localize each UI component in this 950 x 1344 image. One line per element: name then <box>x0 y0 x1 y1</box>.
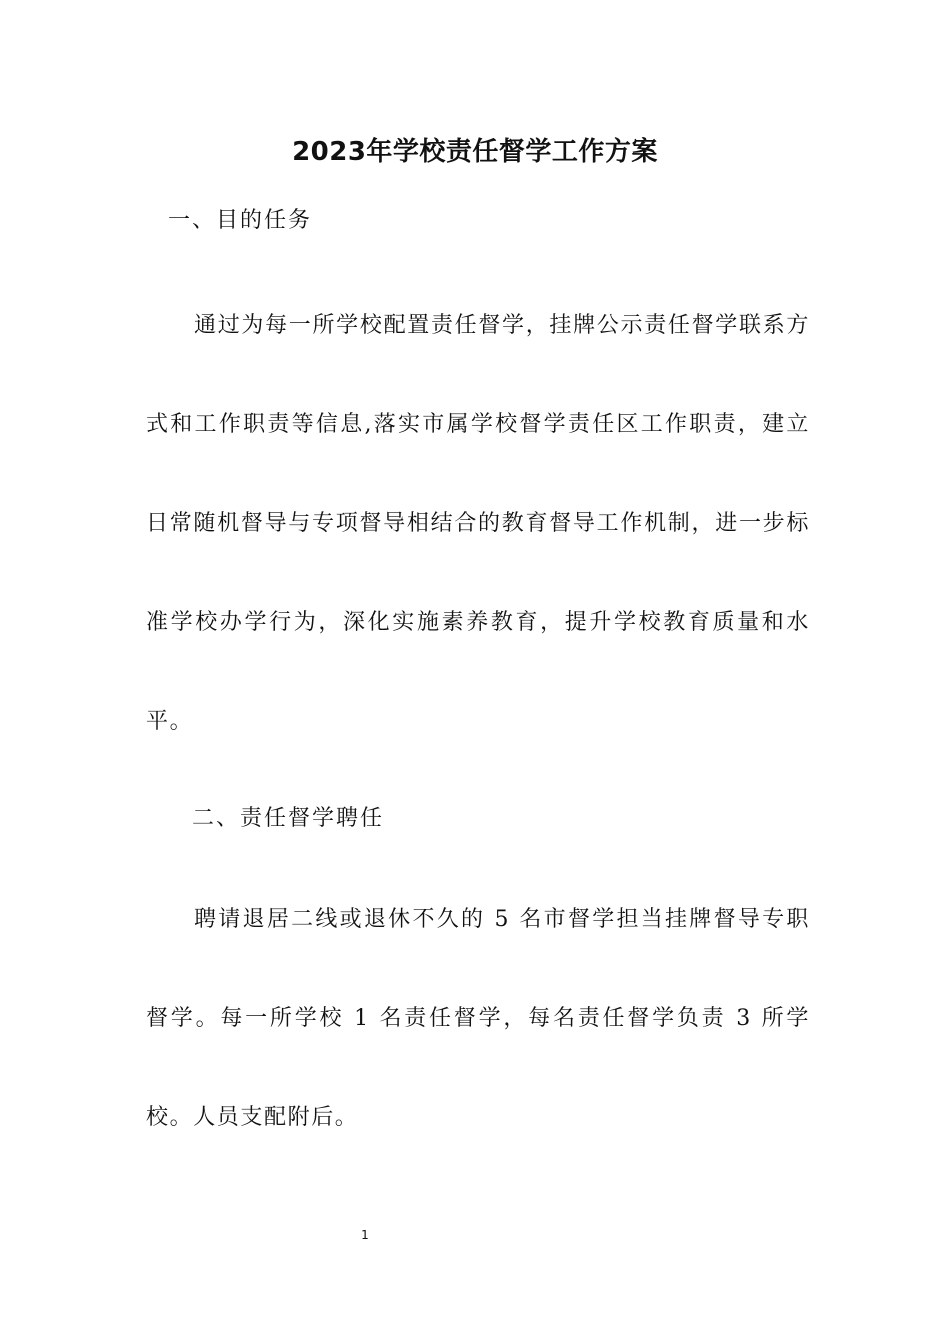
document-title: 2023年学校责任督学工作方案 <box>292 137 658 167</box>
section-heading-objectives: 一、目的任务 <box>168 208 313 233</box>
section-heading-appointment: 二、责任督学聘任 <box>192 806 385 831</box>
page-number: 1 <box>361 1228 369 1242</box>
section-paragraph-objectives: 通过为每一所学校配置责任督学，挂牌公示责任督学联系方式和工作职责等信息,落实市属学校督学责任区工作职责，建立日常随机督导与专项督导相结合的教育督导工作机制，进一步标准学校办学行为，深化实施素养教育，提升学校教育质量和水平。 <box>146 313 810 734</box>
section-paragraph-appointment: 聘请退居二线或退休不久的 5 名市督学担当挂牌督导专职督学。每一所学校 1 名责任督学，每名责任督学负责 3 所学校。人员支配附后。 <box>146 907 810 1130</box>
